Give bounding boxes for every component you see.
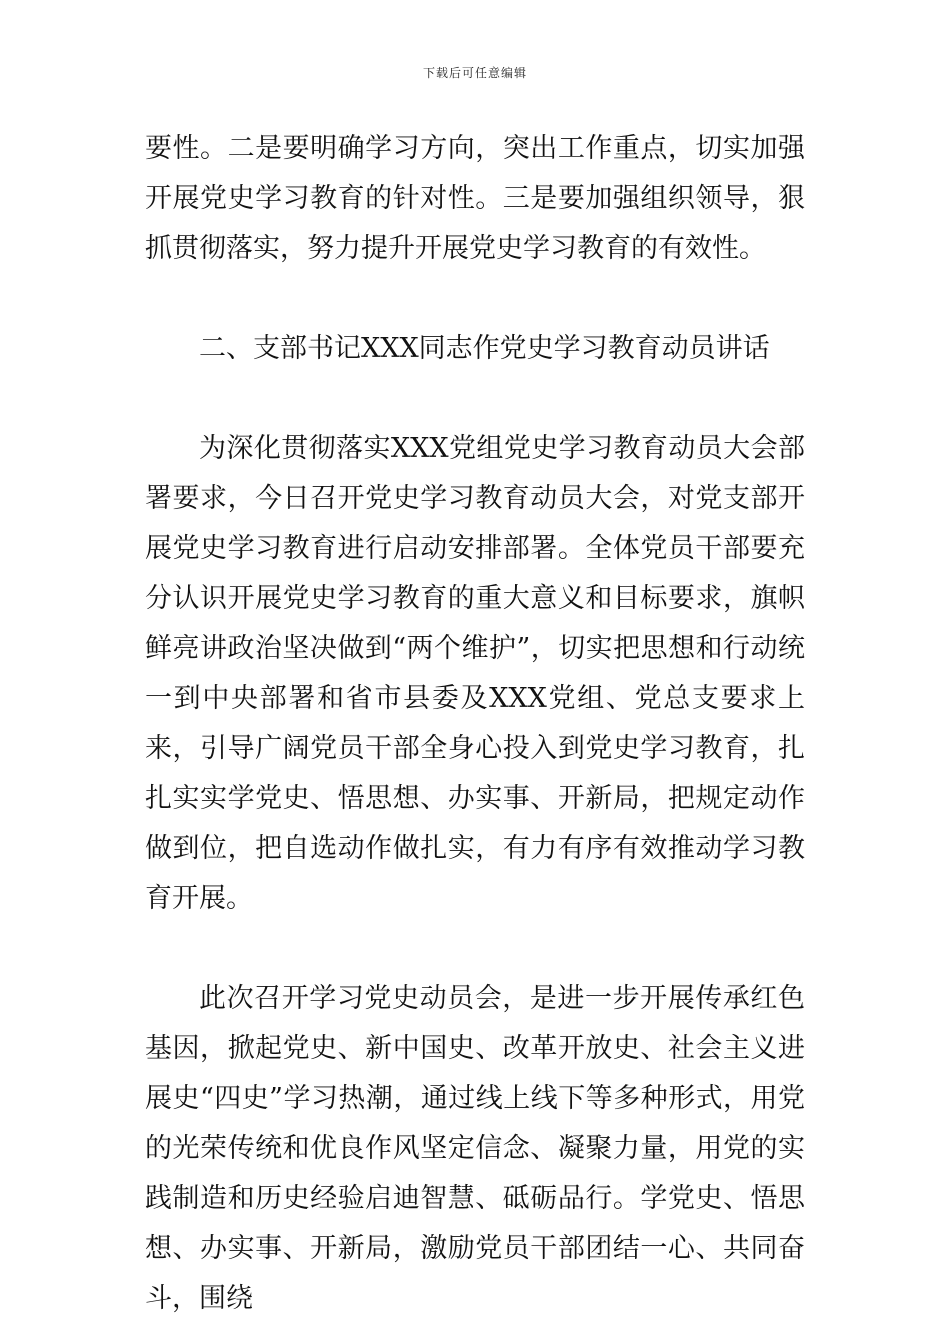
header-note: 下载后可任意编辑 bbox=[422, 66, 527, 80]
document-body bbox=[145, 124, 805, 1324]
paragraph-speech: 为深化贯彻落实XXX党组党史学习教育动员大会部署要求，今日召开党史学习教育动员大会，对党支部开展党史学习教育进行启动安排部署。全体党员干部要充分认识开展党史学习教育的重大意义和目标要求，旗帜鲜亮讲政治坚决做到“两个维护”，切实把思想和行动统一到中央部署和省市县委及XXX党组、党总支要求上来，引导广阔党员干部全身心投入到党史学习教育，扎扎实实学党史、悟思想、办实事、开新局，把规定动作做到位，把自选动作做扎实，有力有序有效推动学习教育开展。 bbox=[145, 433, 805, 914]
paragraph-meeting: 此次召开学习党史动员会，是进一步开展传承红色基因，掀起党史、新中国史、改革开放史、社会主义进展史“四史”学习热潮，通过线上线下等多种形式，用党的光荣传统和优良作风坚定信念、凝聚力量，用党的实践制造和历史经验启迪智慧、砥砺品行。学党史、悟思想、办实事、开新局，激励党员干部团结一心、共同奋斗，围绕 bbox=[145, 983, 805, 1314]
paragraph-continuation: 要性。二是要明确学习方向，突出工作重点，切实加强开展党史学习教育的针对性。三是要加强组织领导，狠抓贯彻落实，努力提升开展党史学习教育的有效性。 bbox=[145, 133, 805, 264]
section-heading: 二、支部书记XXX同志作党史学习教育动员讲话 bbox=[199, 333, 770, 364]
